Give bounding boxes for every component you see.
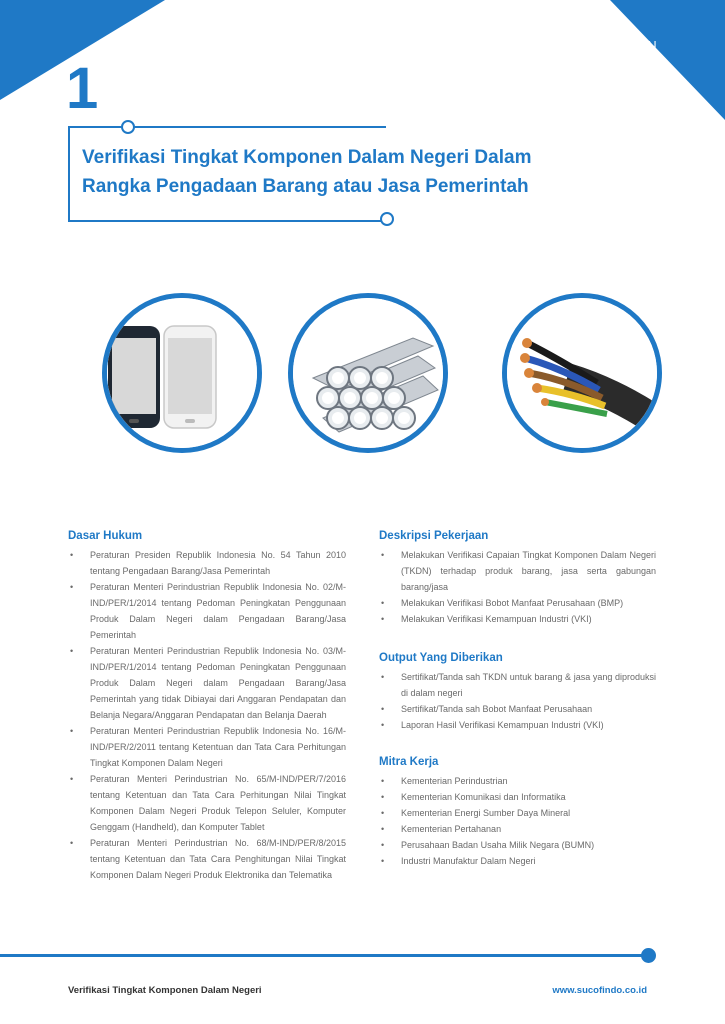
list-item: • Peraturan Presiden Republik Indonesia No. 54 Tahun 2010 tentang Pengadaan Barang/Jasa Pemerintah [68,547,346,579]
list-item: • Kementerian Energi Sumber Daya Mineral [379,805,656,821]
list-item: • Industri Manufaktur Dalam Negeri [379,853,656,869]
list-item: • Sertifikat/Tanda sah TKDN untuk barang & jasa yang diproduksi di dalam negeri [379,669,656,701]
list-item: • Melakukan Verifikasi Bobot Manfaat Perusahaan (BMP) [379,595,656,611]
list-item: • Peraturan Menteri Perindustrian Republik Indonesia No. 03/M-IND/PER/1/2014 tentang Pedoman Peningkatan Penggunaan Produk Dalam Negeri dalam Pengadaan Barang/Jasa Pemerintah yang tidak Dibiayai dari Anggaran Pendapatan dan Belanja Negara/Anggaran Pendapatan dan Belanja Daerah [68,643,346,723]
dasar-hukum-heading: Dasar Hukum [68,530,143,542]
deskripsi-list [379,547,656,627]
list-item: • Kementerian Komunikasi dan Informatika [379,789,656,805]
mitra-list [379,773,656,869]
cables-illustration [507,298,657,448]
list-item: • Peraturan Menteri Perindustrian No. 65/M-IND/PER/7/2016 tentang Ketentuan dan Tata Cara Perhitungan Nilai Tingkat Komponen Dalam Negeri Produk Telepon Seluler, Komputer Genggam (Handheld), dan Komputer Tablet [68,771,346,835]
corner-triangle-right [610,0,725,120]
output-heading: Output Yang Diberikan [379,652,503,664]
mitra-heading: Mitra Kerja [379,756,439,768]
footer-divider [0,954,648,957]
output-list [379,669,656,733]
list-item: • Melakukan Verifikasi Capaian Tingkat Komponen Dalam Negeri (TKDN) terhadap produk barang, jasa serta gabungan barang/jasa [379,547,656,595]
deskripsi-section [379,530,656,627]
footer-divider-dot [641,948,656,963]
section-number: 1 [66,56,99,121]
deskripsi-heading: Deskripsi Pekerjaan [379,530,489,542]
page-title [82,143,642,201]
image-steel-pipes [288,293,448,453]
footer-website-link[interactable]: www.sucofindo.co.id [552,985,647,996]
list-item: • Laporan Hasil Verifikasi Kemampuan Industri (VKI) [379,717,656,733]
dasar-hukum-list [68,547,346,883]
title-frame-dot-bottom [380,212,394,226]
pipes-illustration [293,298,443,448]
page-title-line-2: Rangka Pengadaan Barang atau Jasa Pemerintah [82,176,529,197]
output-section [379,652,656,733]
list-item: • Sertifikat/Tanda sah Bobot Manfaat Perusahaan [379,701,656,717]
list-item: • Perusahaan Badan Usaha Milik Negara (BUMN) [379,837,656,853]
header-tag: TKDN [620,38,657,53]
title-frame-dot-top [121,120,135,134]
list-item: • Melakukan Verifikasi Kemampuan Industri (VKI) [379,611,656,627]
image-smartphones [102,293,262,453]
list-item: • Kementerian Perindustrian [379,773,656,789]
list-item: • Peraturan Menteri Perindustrian Republik Indonesia No. 02/M-IND/PER/1/2014 tentang Pedoman Peningkatan Penggunaan Produk Dalam Negeri dalam Pengadaan Barang/Jasa Pemerintah [68,579,346,643]
smartphones-illustration [107,298,257,448]
image-cables [502,293,662,453]
mitra-section [379,756,656,869]
list-item: • Peraturan Menteri Perindustrian Republik Indonesia No. 16/M-IND/PER/2/2011 tentang Ketentuan dan Tata Cara Perhitungan Tingkat Komponen Dalam Negeri [68,723,346,771]
footer-title: Verifikasi Tingkat Komponen Dalam Negeri [68,985,262,996]
page-title-line-1: Verifikasi Tingkat Komponen Dalam Negeri Dalam [82,147,532,168]
list-item: • Peraturan Menteri Perindustrian No. 68/M-IND/PER/8/2015 tentang Ketentuan dan Tata Cara Penghitungan Nilai Tingkat Komponen Dalam Negeri Produk Elektronika dan Telematika [68,835,346,883]
list-item: • Kementerian Pertahanan [379,821,656,837]
dasar-hukum-section [68,530,346,883]
